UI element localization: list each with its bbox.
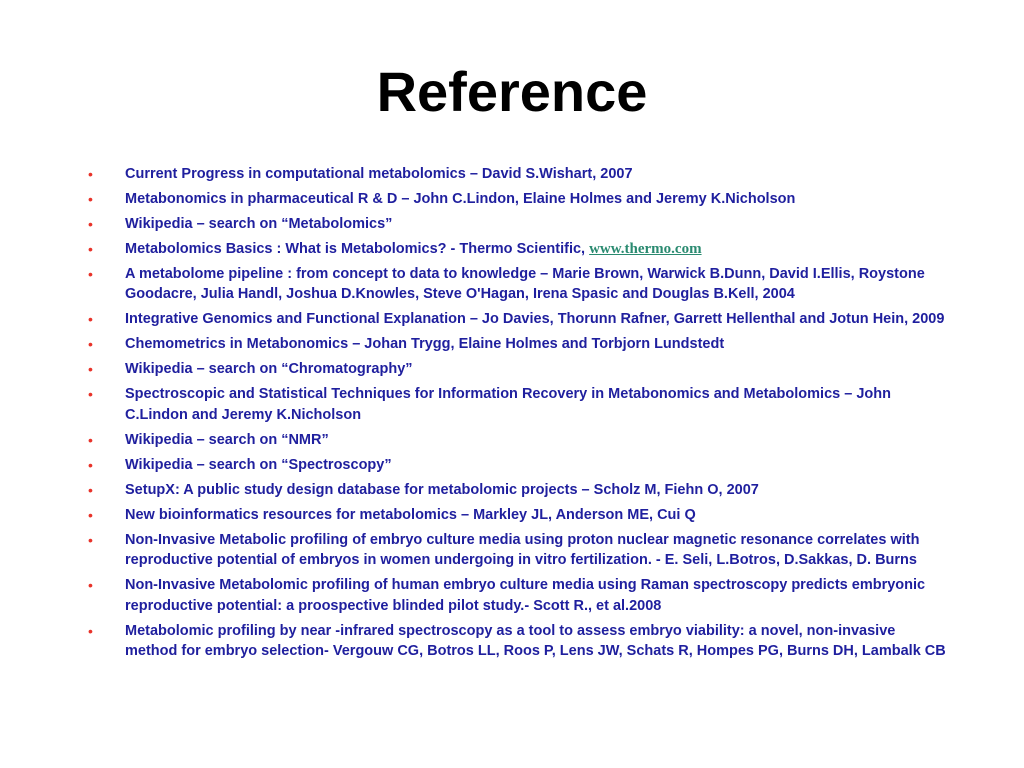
list-item: [88, 264, 948, 305]
list-item: [88, 530, 948, 571]
reference-text: Chemometrics in Metabonomics – Johan Trygg, Elaine Holmes and Torbjorn Lundstedt: [125, 336, 725, 353]
list-item: [88, 164, 948, 184]
reference-text: Metabonomics in pharmaceutical R & D – John C.Lindon, Elaine Holmes and Jeremy K.Nicholson: [125, 191, 796, 207]
list-item: [88, 575, 948, 616]
reference-text: Spectroscopic and Statistical Techniques for Information Recovery in Metabonomics and Metabolomics – John C.Lindon and Jeremy K.Nicholson: [125, 386, 891, 423]
bullet-icon: •: [88, 622, 93, 639]
bullet-icon: •: [88, 481, 93, 498]
bullet-icon: •: [88, 531, 93, 548]
bullet-icon: •: [88, 311, 93, 328]
list-item: [88, 309, 948, 329]
thermo-link[interactable]: www.thermo.com: [589, 241, 702, 257]
list-item: [88, 239, 948, 259]
bullet-icon: •: [88, 266, 93, 282]
list-item: [88, 359, 948, 379]
bullet-icon: •: [88, 336, 93, 353]
list-item: [88, 621, 948, 662]
list-item: [88, 455, 948, 475]
reference-text: Current Progress in computational metabolomics – David S.Wishart, 2007: [125, 166, 633, 182]
bullet-icon: •: [88, 191, 93, 207]
reference-text: Wikipedia – search on “NMR”: [125, 431, 329, 448]
bullet-icon: •: [88, 456, 93, 473]
reference-text: Integrative Genomics and Functional Explanation – Jo Davies, Thorunn Rafner, Garrett Hellenthal and Jotun Hein, 2009: [125, 311, 945, 328]
reference-text: Non-Invasive Metabolomic profiling of human embryo culture media using Raman spectroscopy predicts embryonic reproductive potential: a proospective blinded pilot study.- Scott R., et al.2008: [125, 577, 926, 614]
bullet-icon: •: [88, 216, 93, 232]
bullet-icon: •: [88, 577, 93, 594]
bullet-icon: •: [88, 361, 93, 378]
bullet-icon: •: [88, 431, 93, 448]
list-item: [88, 480, 948, 500]
reference-text: Wikipedia – search on “Chromatography”: [125, 361, 413, 378]
list-item: [88, 384, 948, 425]
reference-list: [88, 164, 948, 666]
bullet-icon: •: [88, 386, 93, 403]
page-title: Reference: [376, 60, 648, 123]
reference-text: New bioinformatics resources for metabolomics – Markley JL, Anderson ME, Cui Q: [125, 506, 696, 523]
reference-text: Metabolomics Basics : What is Metabolomics? - Thermo Scientific,: [125, 241, 590, 257]
reference-text: SetupX: A public study design database for metabolomic projects – Scholz M, Fiehn O, 2007: [125, 481, 759, 498]
bullet-icon: •: [88, 166, 93, 182]
reference-text: Wikipedia – search on “Metabolomics”: [125, 216, 393, 232]
reference-text: Metabolomic profiling by near -infrared spectroscopy as a tool to assess embryo viability: a novel, non-invasive method for embryo selection- Vergouw CG, Botros LL, Roos P, Lens JW, Schats R, Hompes PG, Burns DH, Lambalk CB: [125, 622, 946, 660]
bullet-icon: •: [88, 506, 93, 523]
reference-text: Non-Invasive Metabolic profiling of embryo culture media using proton nuclear magnetic resonance correlates with reproductive potential of embryos in women undergoing in vitro fertilization. - E. Seli, L.Botros, D.Sakkas, D. Burns: [125, 531, 920, 569]
bullet-icon: •: [88, 241, 93, 257]
list-item: [88, 189, 948, 209]
list-item: [88, 430, 948, 450]
list-item: [88, 214, 948, 234]
reference-text: A metabolome pipeline : from concept to data to knowledge – Marie Brown, Warwick B.Dunn, David I.Ellis, Roystone Goodacre, Julia Handl, Joshua D.Knowles, Steve O'Hagan, Irena Spasic and Douglas B.Kell, 2004: [125, 266, 925, 303]
list-item: [88, 505, 948, 525]
list-item: [88, 334, 948, 354]
reference-text: Wikipedia – search on “Spectroscopy”: [125, 456, 392, 473]
